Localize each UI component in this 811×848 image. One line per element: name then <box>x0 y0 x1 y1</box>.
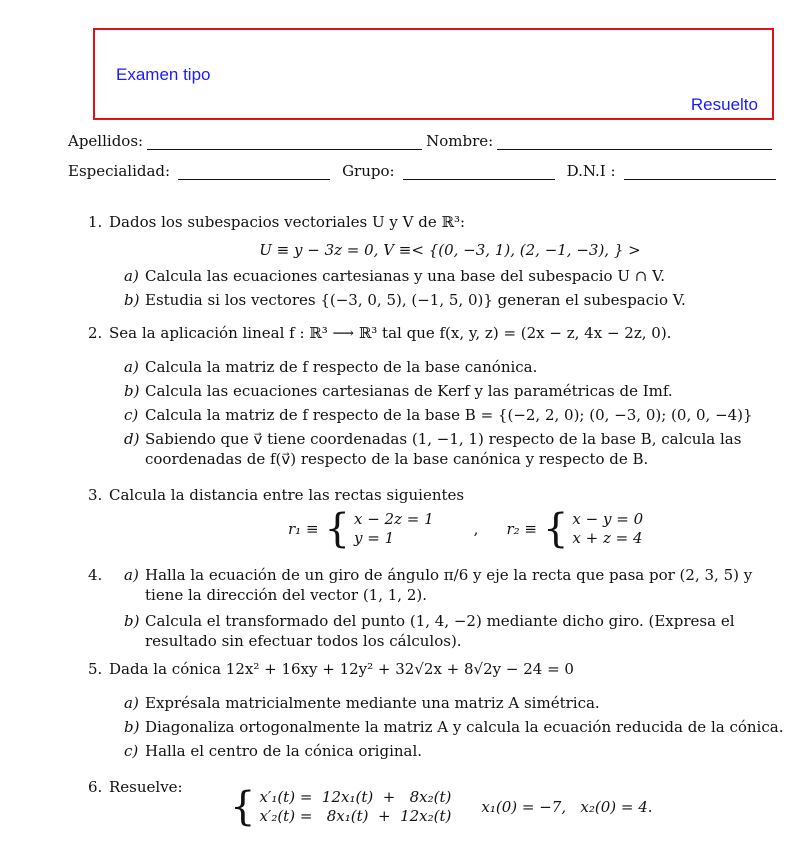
r2-system <box>542 506 644 552</box>
subquestion-text: Calcula el transformado del punto (1, 4, −2) mediante dicho giro. (Expresa el resultado sin efectuar todos los cálculos). <box>145 612 735 650</box>
subquestion <box>124 611 791 651</box>
ode-system <box>230 784 653 830</box>
brace-icon: { <box>324 506 350 552</box>
r1-equation: y = 1 <box>353 529 395 547</box>
question-1 <box>88 212 791 310</box>
nombre-label: Nombre: <box>426 132 494 150</box>
question-text: Sea la aplicación lineal f : ℝ³ ⟶ ℝ³ tal que f(x, y, z) = (2x − z, 4x − 2z, 0). <box>109 324 672 342</box>
question-text: Dados los subespacios vectoriales U y V de ℝ³: <box>109 213 466 231</box>
dni-field[interactable] <box>624 169 776 180</box>
subquestion-text: Diagonaliza ortogonalmente la matriz A y calcula la ecuación reducida de la cónica. <box>145 718 784 736</box>
question-number: 2. <box>88 324 103 342</box>
exam-status: Resuelto <box>690 95 758 114</box>
question-number: 4. <box>88 566 103 584</box>
lines-definition <box>288 506 791 552</box>
subquestion-label: d) <box>124 430 140 448</box>
exam-title: Examen tipo <box>116 65 211 84</box>
subquestion-label: a) <box>124 267 139 285</box>
grupo-label: Grupo: <box>342 162 395 180</box>
ode-equations <box>230 784 452 830</box>
subquestion-label: b) <box>124 291 140 309</box>
subquestion-label: b) <box>124 382 140 400</box>
question-text: Calcula la distancia entre las rectas siguientes <box>109 486 465 504</box>
initial-conditions: x₁(0) = −7, x₂(0) = 4. <box>481 798 653 816</box>
r2-equation: x + z = 4 <box>572 529 643 547</box>
dni-label: D.N.I : <box>566 162 616 180</box>
subquestion-label: b) <box>124 612 140 630</box>
especialidad-field[interactable] <box>178 169 330 180</box>
subquestion-label: a) <box>124 358 139 376</box>
subquestion-text: Calcula la matriz de f respecto de la base B = {(−2, 2, 0); (0, −3, 0); (0, 0, −4)} <box>145 406 753 424</box>
question-number: 6. <box>88 778 103 796</box>
subquestion-text: Halla la ecuación de un giro de ángulo π/6 y eje la recta que pasa por (2, 3, 5) y tiene la dirección del vector (1, 1, 2). <box>145 566 753 604</box>
subquestion <box>124 741 791 761</box>
r1-label: r₁ ≡ <box>288 520 319 538</box>
nombre-field[interactable] <box>497 139 772 150</box>
apellidos-label: Apellidos: <box>68 132 144 150</box>
subquestion-text: Sabiendo que v⃗ tiene coordenadas (1, −1, 1) respecto de la base B, calcula las coordenadas de f(v⃗) respecto de la base canónica y respecto de B. <box>145 430 742 468</box>
especialidad-row <box>68 162 780 180</box>
subquestion-text: Calcula las ecuaciones cartesianas de Kerf y las paramétricas de Imf. <box>145 382 673 400</box>
r1-equation: x − 2z = 1 <box>353 510 434 528</box>
subquestion-text: Halla el centro de la cónica original. <box>145 742 423 760</box>
brace-icon: { <box>230 784 256 830</box>
subquestion-text: Calcula la matriz de f respecto de la base canónica. <box>145 358 538 376</box>
subquestion <box>124 429 791 469</box>
subquestion <box>124 717 791 737</box>
ode-equation: x′₁(t) = 12x₁(t) + 8x₂(t) <box>259 788 452 806</box>
question-3 <box>88 485 791 552</box>
question-4 <box>88 565 791 651</box>
r2-equation: x − y = 0 <box>572 510 644 528</box>
subquestion-label: a) <box>124 694 139 712</box>
subquestion <box>124 266 791 286</box>
question-6 <box>88 777 791 830</box>
r2-label: r₂ ≡ <box>506 520 537 538</box>
subquestion-label: b) <box>124 718 140 736</box>
r1-system <box>324 506 434 552</box>
especialidad-label: Especialidad: <box>68 162 171 180</box>
subquestion-label: c) <box>124 742 139 760</box>
question-number: 5. <box>88 660 103 678</box>
subquestion <box>124 357 791 377</box>
question-formula: U ≡ y − 3z = 0, V ≡< {(0, −3, 1), (2, −1, −3), } > <box>259 241 641 259</box>
subquestion-text: Estudia si los vectores {(−3, 0, 5), (−1, 5, 0)} generan el subespacio V. <box>145 291 686 309</box>
question-number: 3. <box>88 486 103 504</box>
apellidos-field[interactable] <box>147 139 422 150</box>
subquestion-text: Calcula las ecuaciones cartesianas y una base del subespacio U ∩ V. <box>145 267 666 285</box>
subquestion-text: Exprésala matricialmente mediante una matriz A simétrica. <box>145 694 600 712</box>
header-box <box>93 28 774 120</box>
subquestion <box>124 693 791 713</box>
question-text: Resuelve: <box>109 778 183 796</box>
subquestion <box>124 565 791 605</box>
question-text: Dada la cónica 12x² + 16xy + 12y² + 32√2x + 8√2y − 24 = 0 <box>109 660 574 678</box>
subquestion-label: a) <box>124 566 139 584</box>
apellidos-row <box>68 132 776 150</box>
grupo-field[interactable] <box>403 169 555 180</box>
question-2 <box>88 323 791 469</box>
subquestion-label: c) <box>124 406 139 424</box>
ode-equation: x′₂(t) = 8x₁(t) + 12x₂(t) <box>259 807 452 825</box>
subquestion <box>124 290 791 310</box>
question-5 <box>88 659 791 761</box>
subquestion <box>124 405 791 425</box>
brace-icon: { <box>542 506 569 552</box>
subquestion <box>124 381 791 401</box>
question-number: 1. <box>88 213 103 231</box>
separator: , <box>473 520 479 538</box>
